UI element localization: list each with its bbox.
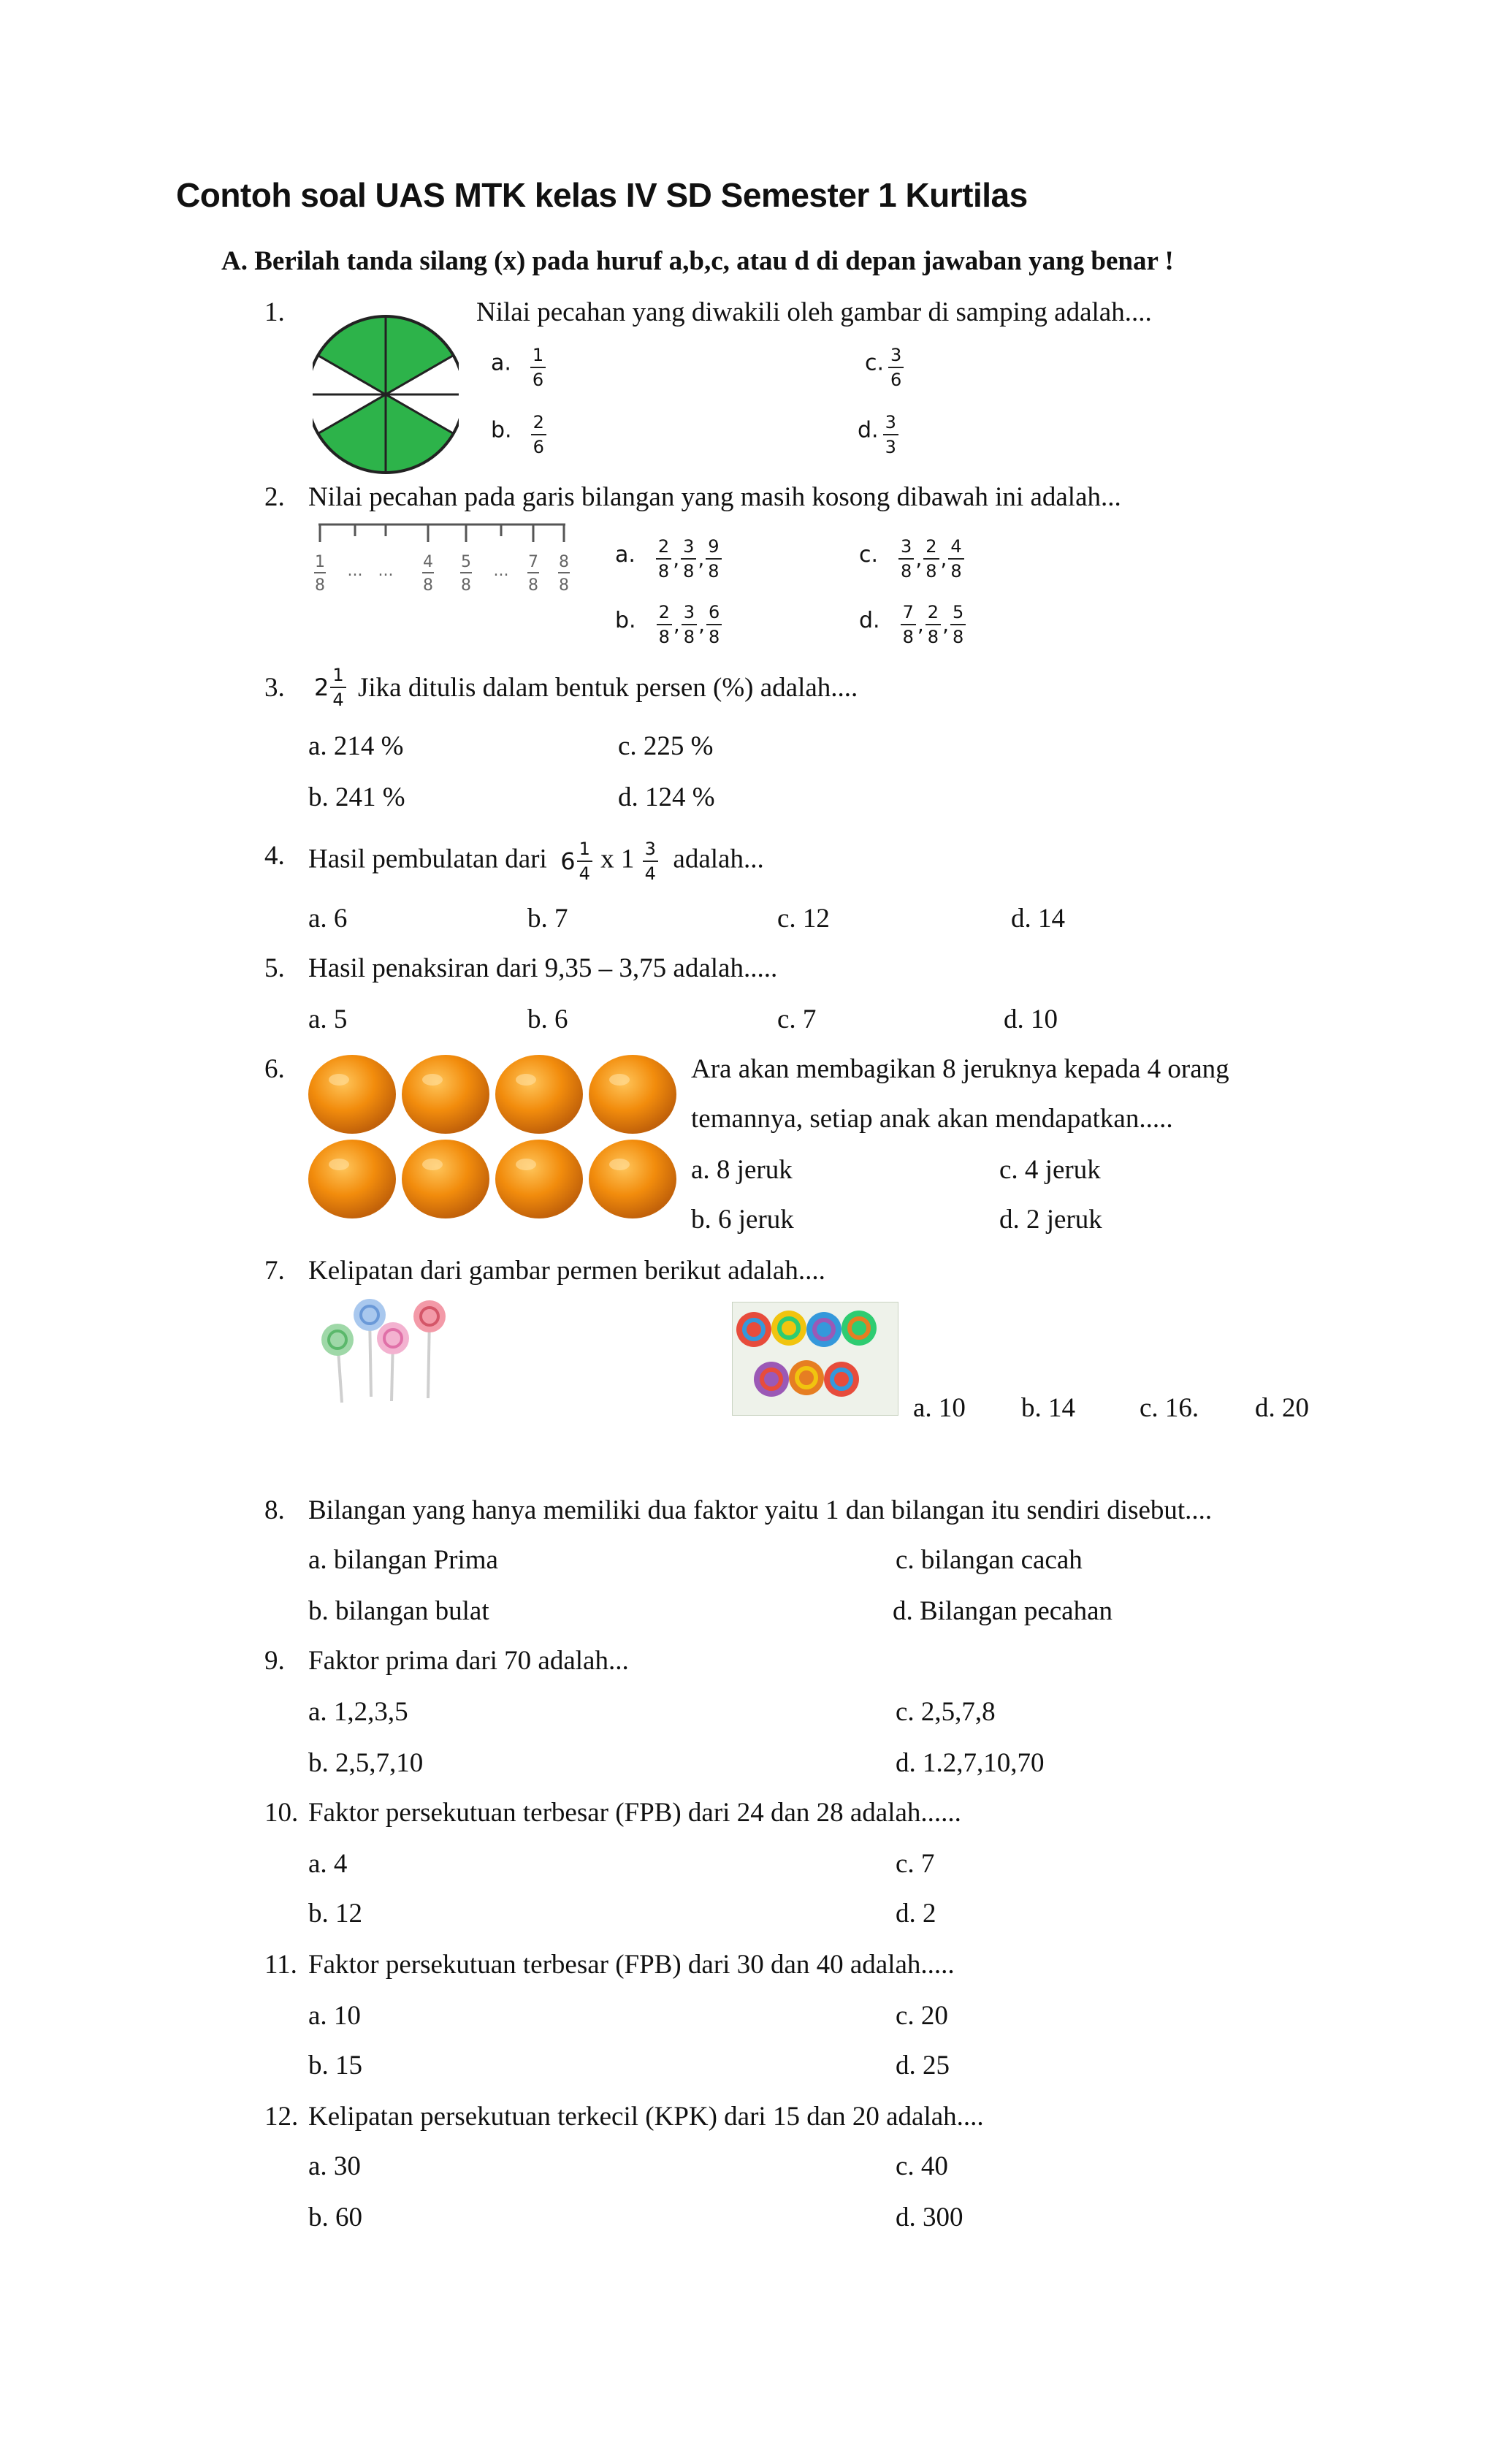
lollipop-candy [806, 1312, 842, 1347]
fraction: $\frac{2}{8}$ [656, 538, 671, 580]
q1-text: Nilai pecahan yang diwakili oleh gambar di samping adalah.... [476, 297, 1152, 327]
fraction: $\frac{2}{8}$ [926, 603, 941, 646]
tick-numerator: 7 [528, 553, 538, 571]
q1-option-d[interactable] [858, 413, 900, 456]
q6-number: 6. [264, 1054, 285, 1084]
q7-number: 7. [264, 1256, 285, 1286]
q10-text: Faktor persekutuan terbesar (FPB) dari 24 dan 28 adalah...... [308, 1798, 961, 1828]
q8-number: 8. [264, 1495, 285, 1525]
fraction: $\frac{3}{3}$ [883, 413, 898, 456]
q4-question [308, 840, 764, 882]
q6-option-a[interactable]: a. 8 jeruk [691, 1155, 793, 1185]
q4-text-pre: Hasil pembulatan dari [308, 844, 547, 874]
q1-number: 1. [264, 297, 285, 327]
fraction: $\frac{1}{6}$ [530, 346, 546, 389]
separator: , [673, 546, 680, 571]
lollipop-candy [754, 1362, 789, 1397]
orange-highlight [329, 1074, 349, 1086]
q9-option-d[interactable]: d. 1.2,7,10,70 [896, 1748, 1045, 1778]
fraction: $\frac{3}{6}$ [888, 346, 904, 389]
q11-text: Faktor persekutuan terbesar (FPB) dari 30 dan 40 adalah..... [308, 1950, 955, 1980]
orange-fruit [589, 1055, 676, 1134]
tick-denominator: 8 [423, 576, 433, 595]
q10-number: 10. [264, 1798, 299, 1828]
fraction: $\frac{3}{8}$ [682, 603, 697, 646]
q9-number: 9. [264, 1646, 285, 1676]
lollipop-candy [789, 1360, 824, 1395]
orange-highlight [609, 1074, 630, 1086]
q6-option-d[interactable]: d. 2 jeruk [999, 1205, 1102, 1235]
option-letter: b. [615, 607, 636, 633]
q3-number: 3. [264, 673, 285, 703]
lollipops-image [313, 1294, 466, 1404]
separator: , [915, 546, 923, 571]
q2-text: Nilai pecahan pada garis bilangan yang masih kosong dibawah ini adalah... [308, 482, 1121, 512]
q10-option-c[interactable]: c. 7 [896, 1849, 935, 1879]
fraction: $\frac{1}{4}$ [330, 666, 346, 709]
orange-highlight [329, 1159, 349, 1170]
q1-option-c[interactable] [865, 346, 905, 389]
q11-option-b[interactable]: b. 15 [308, 2051, 362, 2080]
q9-option-a[interactable]: a. 1,2,3,5 [308, 1697, 408, 1727]
option-letter: c. [865, 350, 885, 376]
fraction-pie-image [313, 312, 459, 478]
q8-option-b[interactable]: b. bilangan bulat [308, 1596, 489, 1626]
separator: , [673, 612, 680, 637]
fraction: $\frac{2}{8}$ [923, 538, 939, 580]
q4-number: 4. [264, 841, 285, 871]
orange-highlight [516, 1074, 536, 1086]
orange-fruit [308, 1140, 396, 1218]
orange-fruit [589, 1140, 676, 1218]
option-letter: d. [859, 607, 880, 633]
q5-text: Hasil penaksiran dari 9,35 – 3,75 adalah..... [308, 953, 778, 983]
fraction: $\frac{4}{8}$ [948, 538, 963, 580]
q3-text: Jika ditulis dalam bentuk persen (%) adalah.... [358, 673, 858, 703]
q6-text-line1: Ara akan membagikan 8 jeruknya kepada 4 orang [691, 1054, 1229, 1084]
q6-text-line2: temannya, setiap anak akan mendapatkan..... [691, 1104, 1173, 1134]
option-letter: a. [491, 350, 511, 376]
separator: , [698, 612, 705, 637]
tick-numerator: 5 [461, 553, 471, 571]
option-letter: a. [615, 541, 636, 568]
fraction: $\frac{9}{8}$ [706, 538, 721, 580]
q9-text: Faktor prima dari 70 adalah... [308, 1646, 629, 1676]
q12-option-b[interactable]: b. 60 [308, 2202, 362, 2232]
lollipop-candy [736, 1312, 771, 1347]
orange-highlight [422, 1159, 443, 1170]
q4-text-post: adalah... [673, 844, 764, 874]
q2-option-d[interactable] [859, 603, 967, 646]
q8-option-c[interactable]: c. bilangan cacah [896, 1545, 1083, 1575]
instruction: A. Berilah tanda silang (x) pada huruf a,b,c, atau d di depan jawaban yang benar ! [221, 246, 1174, 276]
q2-option-c[interactable] [859, 538, 966, 580]
q7-text: Kelipatan dari gambar permen berikut adalah.... [308, 1256, 825, 1286]
orange-fruit [308, 1055, 396, 1134]
tick-ellipsis: ... [493, 562, 509, 580]
q8-option-d[interactable]: d. Bilangan pecahan [893, 1596, 1113, 1626]
q4-option-d[interactable]: d. 14 [1011, 904, 1065, 934]
q10-option-b[interactable]: b. 12 [308, 1899, 362, 1929]
fraction: $\frac{2}{8}$ [657, 603, 672, 646]
q12-option-d[interactable]: d. 300 [896, 2202, 963, 2232]
q4-option-b[interactable]: b. 7 [527, 904, 568, 934]
q3-option-a[interactable]: a. 214 % [308, 731, 404, 761]
q4-option-a[interactable]: a. 6 [308, 904, 348, 934]
option-letter: c. [859, 541, 879, 568]
tick-denominator: 8 [528, 576, 538, 595]
q2-option-a[interactable] [615, 538, 723, 580]
orange-highlight [609, 1159, 630, 1170]
fraction: $\frac{6}{8}$ [706, 603, 722, 646]
q11-option-d[interactable]: d. 25 [896, 2051, 950, 2080]
q12-text: Kelipatan persekutuan terkecil (KPK) dari 15 dan 20 adalah.... [308, 2102, 984, 2132]
q8-option-a[interactable]: a. bilangan Prima [308, 1545, 498, 1575]
q5-option-c[interactable]: c. 7 [777, 1004, 817, 1034]
q7-option-c[interactable]: c. 16. [1140, 1393, 1199, 1423]
q11-option-a[interactable]: a. 10 [308, 2001, 361, 2031]
q7-option-a[interactable]: a. 10 [913, 1393, 966, 1423]
fraction: $\frac{3}{4}$ [643, 840, 658, 882]
number-line-image [304, 517, 581, 605]
fraction: $\frac{7}{8}$ [901, 603, 916, 646]
q1-option-b[interactable] [491, 413, 548, 456]
q3-option-c[interactable]: c. 225 % [618, 731, 714, 761]
lollipop-candy [842, 1311, 877, 1346]
q6-option-b[interactable]: b. 6 jeruk [691, 1205, 794, 1235]
separator: , [698, 546, 705, 571]
lollipop-candy [771, 1311, 806, 1346]
q10-option-d[interactable]: d. 2 [896, 1899, 936, 1929]
q5-number: 5. [264, 953, 285, 983]
tick-ellipsis: ... [378, 562, 394, 580]
q5-option-a[interactable]: a. 5 [308, 1004, 348, 1034]
fraction: $\frac{3}{8}$ [681, 538, 696, 580]
q7-option-d[interactable]: d. 20 [1255, 1393, 1309, 1423]
tick-ellipsis: ... [347, 562, 363, 580]
tick-numerator: 1 [315, 553, 325, 571]
oranges-image [307, 1052, 679, 1221]
q3-option-b[interactable]: b. 241 % [308, 782, 405, 812]
fraction: $\frac{3}{8}$ [898, 538, 914, 580]
q9-option-b[interactable]: b. 2,5,7,10 [308, 1748, 424, 1778]
q10-option-a[interactable]: a. 4 [308, 1849, 348, 1879]
tick-denominator: 8 [315, 576, 325, 595]
q4-option-c[interactable]: c. 12 [777, 904, 830, 934]
tick-numerator: 4 [423, 553, 433, 571]
lollipop-pack-image [732, 1302, 898, 1416]
q6-option-c[interactable]: c. 4 jeruk [999, 1155, 1101, 1185]
q1-option-a[interactable] [491, 346, 547, 389]
tick-denominator: 8 [461, 576, 471, 595]
option-letter: b. [491, 417, 512, 443]
q3-mixed-number: 2 $\frac{1}{4}$ [314, 666, 348, 709]
tick-denominator: 8 [559, 576, 569, 595]
q12-number: 12. [264, 2102, 299, 2132]
fraction: $\frac{1}{4}$ [577, 840, 592, 882]
q2-option-b[interactable] [615, 603, 723, 646]
separator: , [917, 612, 924, 637]
q9-option-c[interactable]: c. 2,5,7,8 [896, 1697, 996, 1727]
q7-option-b[interactable]: b. 14 [1021, 1393, 1075, 1423]
orange-highlight [422, 1074, 443, 1086]
mixed-whole: 6 [560, 847, 576, 875]
q2-number: 2. [264, 482, 285, 512]
fraction: $\frac{5}{8}$ [950, 603, 966, 646]
page-title: Contoh soal UAS MTK kelas IV SD Semester 1 Kurtilas [176, 176, 1028, 214]
orange-fruit [495, 1055, 583, 1134]
q8-text: Bilangan yang hanya memiliki dua faktor yaitu 1 dan bilangan itu sendiri disebut.... [308, 1495, 1213, 1525]
q4-times: x 1 [600, 844, 635, 874]
orange-highlight [516, 1159, 536, 1170]
tick-numerator: 8 [559, 553, 569, 571]
orange-fruit [402, 1140, 489, 1218]
lollipop-candy [824, 1362, 859, 1397]
q11-number: 11. [264, 1950, 297, 1980]
separator: , [940, 546, 947, 571]
orange-fruit [402, 1055, 489, 1134]
q12-option-c[interactable]: c. 40 [896, 2151, 948, 2181]
fraction: $\frac{2}{6}$ [531, 413, 546, 456]
separator: , [942, 612, 949, 637]
q12-option-a[interactable]: a. 30 [308, 2151, 361, 2181]
q3-option-d[interactable]: d. 124 % [618, 782, 715, 812]
orange-fruit [495, 1140, 583, 1218]
q5-option-d[interactable]: d. 10 [1004, 1004, 1058, 1034]
q5-option-b[interactable]: b. 6 [527, 1004, 568, 1034]
q11-option-c[interactable]: c. 20 [896, 2001, 948, 2031]
option-letter: d. [858, 417, 879, 443]
